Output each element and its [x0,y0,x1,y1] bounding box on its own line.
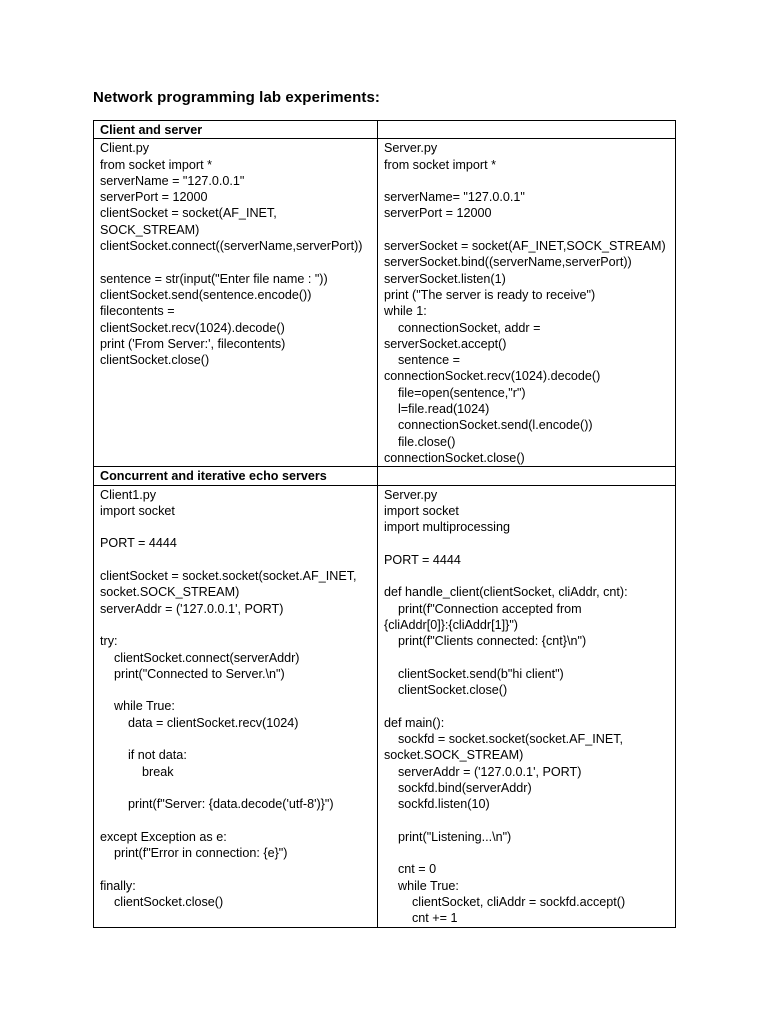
code-line: Client1.py [100,487,157,502]
code-line: break [100,764,174,779]
server-code-cell [378,485,676,927]
code-line [100,254,371,270]
client-code-cell [94,139,378,467]
code-line: socket.SOCK_STREAM) [384,748,524,763]
code-row [94,485,676,927]
code-row [94,139,676,467]
code-line: data = clientSocket.recv(1024) [100,715,299,730]
code-line [384,698,669,714]
code-line: Server.py [384,487,438,502]
code-line: file=open(sentence,"r") [384,385,526,400]
code-line: print("Listening...\n") [384,829,512,844]
code-line: cnt += 1 [384,911,458,926]
code-line [100,861,371,877]
code-line: serverName = "127.0.0.1" [100,173,245,188]
code-line [384,222,669,238]
code-line: def handle_client(clientSocket, cliAddr, cnt): [384,585,628,600]
code-line: while True: [100,699,175,714]
code-line: PORT = 4444 [384,552,461,567]
code-line [100,552,371,568]
code-line: clientSocket = socket(AF_INET, SOCK_STREAM) [100,206,281,237]
code-line: serverName= "127.0.0.1" [384,190,525,205]
code-line: clientSocket.recv(1024).decode() [100,320,285,335]
code-line: serverSocket.listen(1) [384,271,506,286]
code-line: sockfd.listen(10) [384,797,490,812]
code-line: print(f"Error in connection: {e}") [100,846,288,861]
section-heading-row [94,121,676,139]
lab-table-body [94,121,676,928]
code-line [384,650,669,666]
code-line: clientSocket = socket.socket(socket.AF_INET, [100,569,357,584]
code-line: import multiprocessing [384,520,510,535]
code-line: print ('From Server:', filecontents) [100,336,286,351]
code-line: print("Connected to Server.\n") [100,666,285,681]
code-line [384,535,669,551]
code-line [100,812,371,828]
code-line: clientSocket.send(sentence.encode()) [100,287,312,302]
code-line [384,173,669,189]
code-line: serverSocket.accept() [384,336,507,351]
section-heading-empty [378,121,676,139]
code-line [384,812,669,828]
code-line: print(f"Connection accepted from [384,601,582,616]
client-code-cell [94,485,378,927]
code-line: sockfd = socket.socket(socket.AF_INET, [384,731,624,746]
page-title: Network programming lab experiments: [93,89,380,106]
code-line: from socket import * [100,157,212,172]
code-line: from socket import * [384,157,496,172]
code-line: connectionSocket.recv(1024).decode() [384,369,601,384]
code-line: cnt = 0 [384,862,437,877]
code-line: serverSocket = socket(AF_INET,SOCK_STREAM) [384,239,666,254]
code-line [100,682,371,698]
code-line: while 1: [384,304,427,319]
code-line: socket.SOCK_STREAM) [100,585,240,600]
code-line: print(f"Clients connected: {cnt}\n") [384,634,587,649]
code-line: serverPort = 12000 [384,206,492,221]
lab-table [93,120,676,928]
server-code-cell [378,139,676,467]
code-line [100,731,371,747]
code-line: if not data: [100,748,187,763]
code-line: serverAddr = ('127.0.0.1', PORT) [100,601,284,616]
code-line: import socket [100,503,175,518]
code-line: def main(): [384,715,445,730]
code-line: Server.py [384,141,438,156]
code-line: filecontents = [100,304,175,319]
code-line: try: [100,634,118,649]
code-line: clientSocket, cliAddr = sockfd.accept() [384,894,626,909]
code-line: except Exception as e: [100,829,227,844]
code-line: finally: [100,878,136,893]
code-line: sentence = str(input("Enter file name : ")) [100,271,328,286]
code-line: clientSocket.close() [100,894,224,909]
code-line: clientSocket.connect(serverAddr) [100,650,300,665]
code-line [100,780,371,796]
code-line: l=file.read(1024) [384,402,490,417]
code-line [100,617,371,633]
section-heading: Concurrent and iterative echo servers [94,467,378,485]
code-line: PORT = 4444 [100,536,177,551]
code-line: clientSocket.send(b"hi client") [384,666,564,681]
code-line: Client.py [100,141,149,156]
code-line: print(f"Server: {data.decode('utf-8')}") [100,797,334,812]
code-line: while True: [384,878,459,893]
code-line [100,519,371,535]
code-line: sockfd.bind(serverAddr) [384,780,532,795]
code-line: serverPort = 12000 [100,190,208,205]
code-line: clientSocket.connect((serverName,serverPort)) [100,239,363,254]
section-heading: Client and server [94,121,378,139]
code-line: print ("The server is ready to receive") [384,287,596,302]
code-line: connectionSocket.send(l.encode()) [384,418,593,433]
code-line: connectionSocket, addr = [384,320,541,335]
code-line [384,845,669,861]
code-line: sentence = [384,353,460,368]
code-line: serverSocket.bind((serverName,serverPort)) [384,255,632,270]
code-line: serverAddr = ('127.0.0.1', PORT) [384,764,582,779]
code-line: file.close() [384,434,456,449]
section-heading-row [94,467,676,485]
code-line: clientSocket.close() [100,353,210,368]
code-line: import socket [384,503,459,518]
code-line: clientSocket.close() [384,683,508,698]
code-line: connectionSocket.close() [384,450,525,465]
code-line [384,568,669,584]
section-heading-empty [378,467,676,485]
code-line: {cliAddr[0]}:{cliAddr[1]}") [384,617,518,632]
